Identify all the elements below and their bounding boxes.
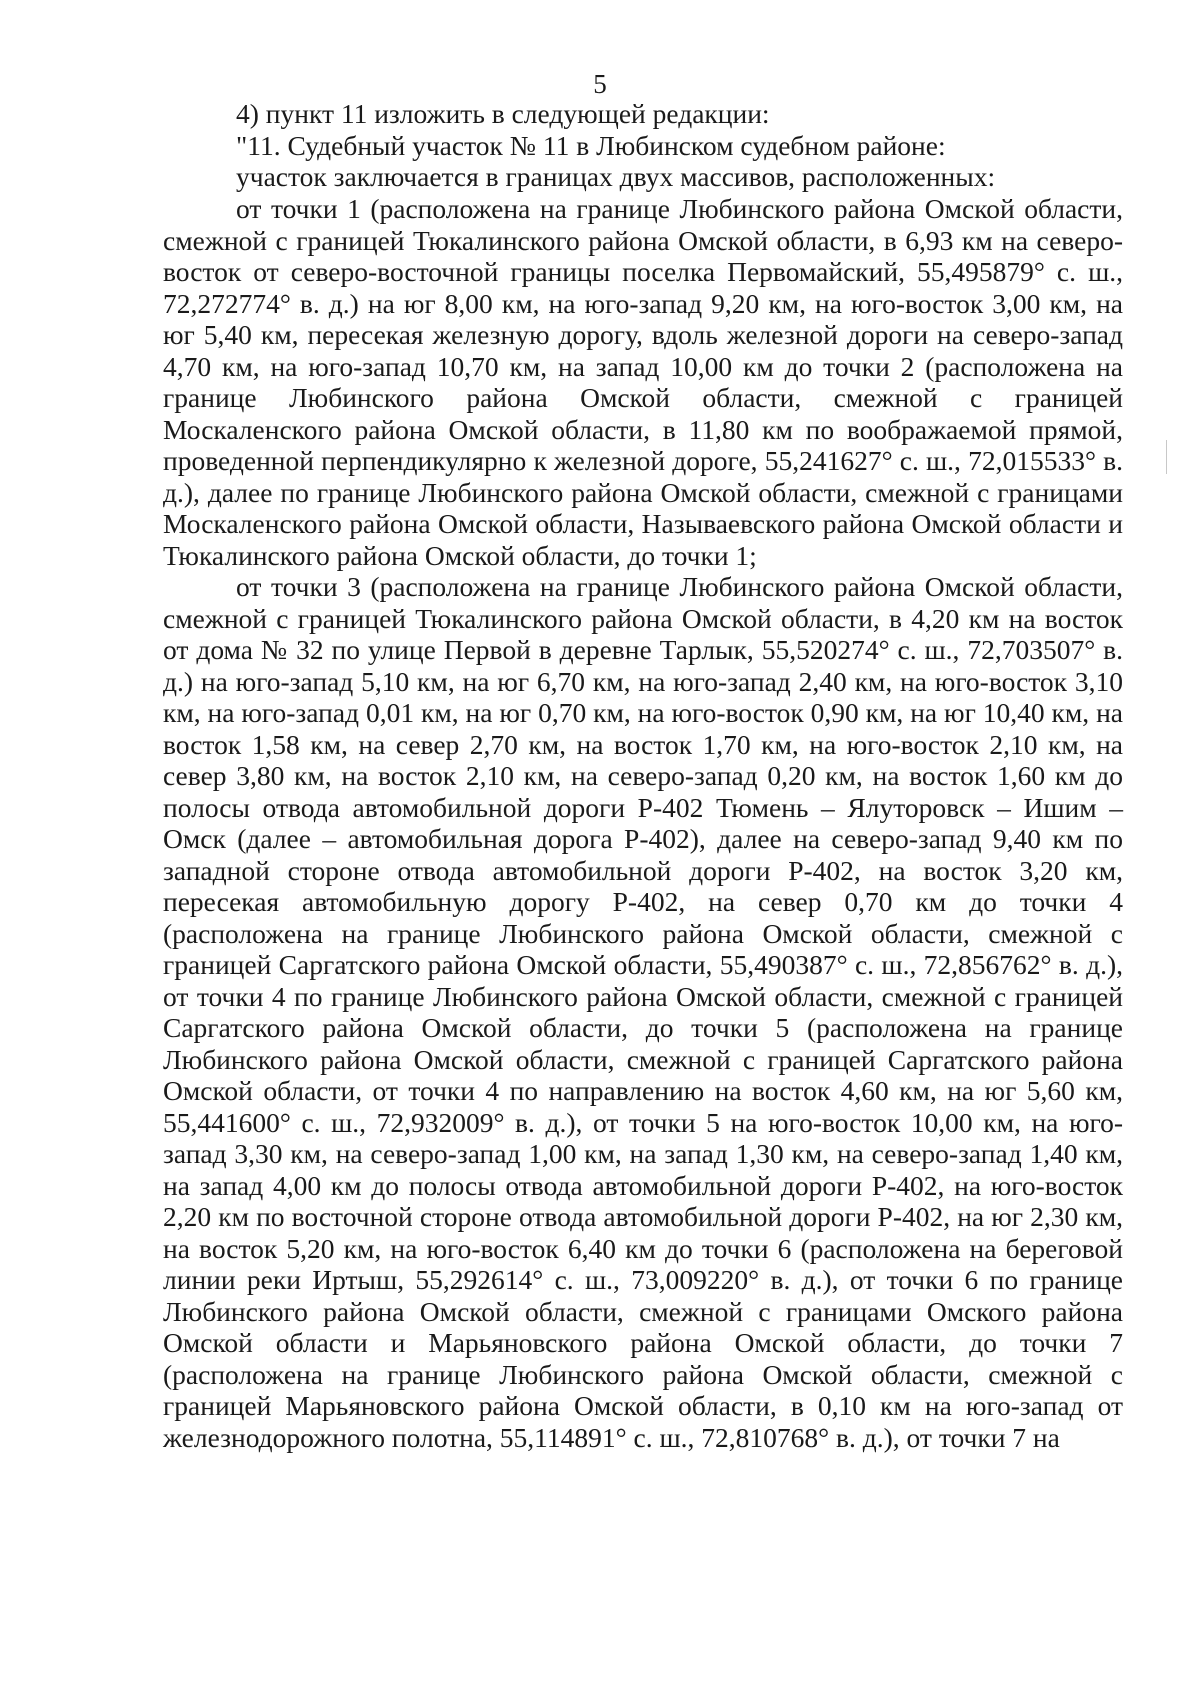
page-number: 5 [593,69,607,99]
amendment-line: 4) пункт 11 изложить в следующей редакции: [236,98,770,129]
section-title: "11. Судебный участок № 11 в Любинском судебном районе: [236,130,946,161]
section-intro: участок заключается в границах двух массивов, расположенных: [236,161,996,192]
paragraph-second-area: от точки 3 (расположена на границе Любинского района Омской области, смежной с границей Тюкалинского района Омской области, в 4,20 км на восток от дома № 32 по улице Первой в деревне Тарлык, 55,520274° с. ш., 72,703507° в. д.) на юго-запад 5,10 км, на юг 6,70 км, на юго-запад 2,40 км, на юго-восток 3,10 км, на юго-запад 0,01 км, на юг 0,70 км, на юго-восток 0,90 км, на юг 10,40 км, на восток 1,58 км, на север 2,70 км, на восток 1,70 км, на юго-восток 2,10 км, на север 3,80 км, на восток 2,10 км, на северо-запад 0,20 км, на восток 1,60 км до полосы отвода автомобильной дороги Р-402 Тюмень – Ялуторовск – Ишим – Омск (далее – автомобильная дорога Р-402), далее на северо-запад 9,40 км по западной стороне отвода автомобильной дороги Р-402, на восток 3,20 км, пересекая автомобильную дорогу Р-402, на север 0,70 км до точки 4 (расположена на границе Любинского района Омской области, смежной с границей Саргатского района Омской области, 55,490387° с. ш., 72,856762° в. д.), от точки 4 по границе Любинского района Омской области, смежной с границей Саргатского района Омской области, до точки 5 (расположена на границе Любинского района Омской области, смежной с границей Саргатского района Омской области, от точки 4 по направлению на восток 4,60 км, на юг 5,60 км, 55,441600° с. ш., 72,932009° в. д.), от точки 5 на юго-восток 10,00 км, на юго-запад 3,30 км, на северо-запад 1,00 км, на запад 1,30 км, на северо-запад 1,40 км, на запад 4,00 км до полосы отвода автомобильной дороги Р-402, на юго-восток 2,20 км по восточной стороне отвода автомобильной дороги Р-402, на юг 2,30 км, на восток 5,20 км, на юго-восток 6,40 км до точки 6 (расположена на береговой линии реки Иртыш, 55,292614° с. ш., 73,009220° в. д.), от точки 6 по границе Любинского района Омской области, смежной с границами Омского района Омской области и Марьяновского района Омской области, до точки 7 (расположена на границе Любинского района Омской области, смежной с границей Марьяновского района Омской области, в 0,10 км на юго-запад от железнодорожного полотна, 55,114891° с. ш., 72,810768° в. д.), от точки 7 на [163,571,1123,1453]
scan-margin-mark [1166,440,1167,474]
paragraph-first-area: от точки 1 (расположена на границе Любинского района Омской области, смежной с границей Тюкалинского района Омской области, в 6,93 км на северо-восток от северо-восточной границы поселка Первомайский, 55,495879° с. ш., 72,272774° в. д.) на юг 8,00 км, на юго-запад 9,20 км, на юго-восток 3,00 км, на юг 5,40 км, пересекая железную дорогу, вдоль железной дороги на северо-запад 4,70 км, на юго-запад 10,70 км, на запад 10,00 км до точки 2 (расположена на границе Любинского района Омской области, смежной с границей Москаленского района Омской области, в 11,80 км по воображаемой прямой, проведенной перпендикулярно к железной дороге, 55,241627° с. ш., 72,015533° в. д.), далее по границе Любинского района Омской области, смежной с границами Москаленского района Омской области, Называевского района Омской области и Тюкалинского района Омской области, до точки 1; [163,193,1123,571]
body-text [163,193,1123,1453]
